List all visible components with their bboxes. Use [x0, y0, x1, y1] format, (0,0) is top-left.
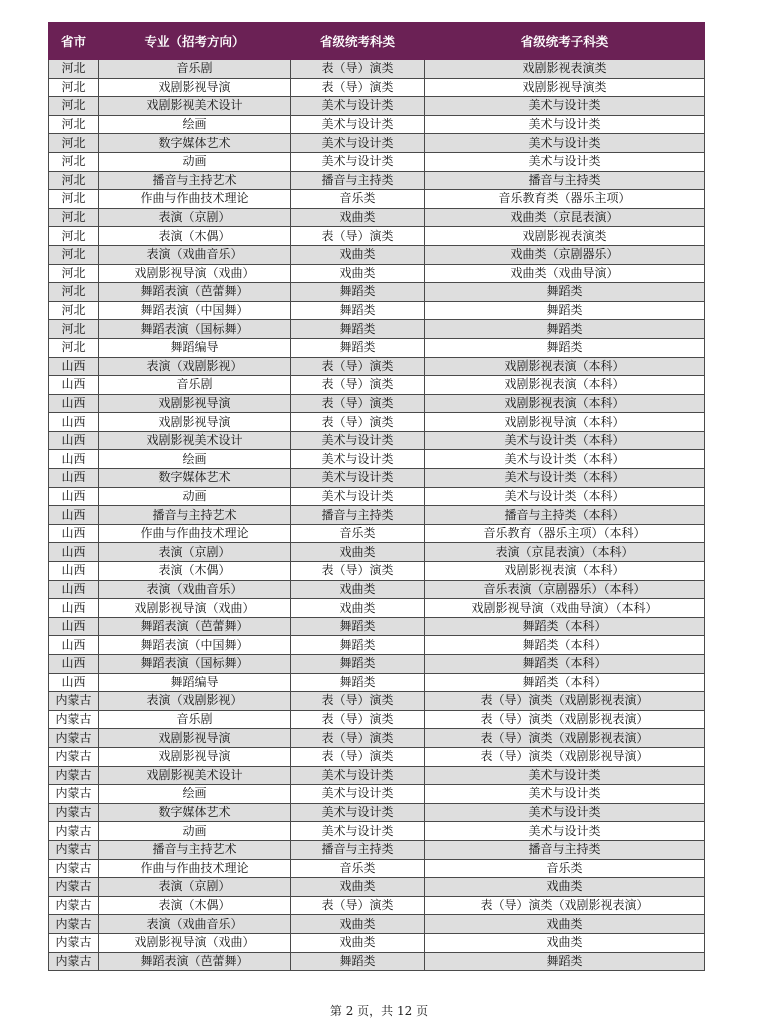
table-row	[49, 190, 705, 209]
table-row	[49, 933, 705, 952]
exam-category-cell: 舞蹈类	[291, 617, 425, 636]
exam-category-cell: 表（导）演类	[291, 227, 425, 246]
major-cell: 动画	[99, 152, 291, 171]
exam-subcategory-cell: 播音与主持类（本科）	[425, 506, 705, 525]
province-cell: 内蒙古	[49, 933, 99, 952]
province-cell: 河北	[49, 97, 99, 116]
exam-category-cell: 戏曲类	[291, 599, 425, 618]
province-cell: 山西	[49, 431, 99, 450]
province-cell: 山西	[49, 655, 99, 674]
table-row	[49, 283, 705, 302]
province-cell: 河北	[49, 208, 99, 227]
exam-subcategory-cell: 表（导）演类（戏剧影视导演）	[425, 747, 705, 766]
province-cell: 河北	[49, 227, 99, 246]
exam-category-cell: 表（导）演类	[291, 710, 425, 729]
table-row	[49, 952, 705, 971]
admissions-table	[48, 22, 705, 971]
exam-subcategory-cell: 舞蹈类	[425, 283, 705, 302]
table-row	[49, 785, 705, 804]
province-cell: 河北	[49, 283, 99, 302]
exam-subcategory-cell: 美术与设计类	[425, 803, 705, 822]
table-row	[49, 636, 705, 655]
table-row	[49, 78, 705, 97]
exam-category-cell: 美术与设计类	[291, 766, 425, 785]
table-row	[49, 376, 705, 395]
major-cell: 动画	[99, 822, 291, 841]
exam-subcategory-cell: 美术与设计类	[425, 134, 705, 153]
table-row	[49, 264, 705, 283]
province-cell: 河北	[49, 134, 99, 153]
exam-category-cell: 美术与设计类	[291, 450, 425, 469]
exam-category-cell: 舞蹈类	[291, 952, 425, 971]
table-row	[49, 878, 705, 897]
exam-subcategory-cell: 音乐教育（器乐主项）（本科）	[425, 524, 705, 543]
exam-category-cell: 表（导）演类	[291, 729, 425, 748]
table-row	[49, 152, 705, 171]
exam-subcategory-cell: 舞蹈类	[425, 301, 705, 320]
province-cell: 内蒙古	[49, 710, 99, 729]
province-cell: 山西	[49, 617, 99, 636]
exam-category-cell: 戏曲类	[291, 878, 425, 897]
table-row	[49, 599, 705, 618]
table-row	[49, 171, 705, 190]
major-cell: 舞蹈编导	[99, 338, 291, 357]
exam-category-cell: 戏曲类	[291, 208, 425, 227]
table-row	[49, 617, 705, 636]
exam-subcategory-cell: 戏曲类（戏曲导演）	[425, 264, 705, 283]
table-row	[49, 692, 705, 711]
province-cell: 河北	[49, 320, 99, 339]
major-cell: 戏剧影视导演	[99, 729, 291, 748]
header-province: 省市	[49, 23, 99, 60]
exam-category-cell: 舞蹈类	[291, 655, 425, 674]
table-row	[49, 134, 705, 153]
exam-category-cell: 美术与设计类	[291, 152, 425, 171]
exam-subcategory-cell: 表（导）演类（戏剧影视表演）	[425, 896, 705, 915]
exam-subcategory-cell: 舞蹈类（本科）	[425, 617, 705, 636]
exam-subcategory-cell: 音乐类	[425, 859, 705, 878]
province-cell: 河北	[49, 78, 99, 97]
exam-subcategory-cell: 戏剧影视导演（戏曲导演）（本科）	[425, 599, 705, 618]
major-cell: 表演（戏剧影视）	[99, 357, 291, 376]
table-row	[49, 840, 705, 859]
exam-category-cell: 表（导）演类	[291, 357, 425, 376]
exam-category-cell: 表（导）演类	[291, 60, 425, 79]
exam-subcategory-cell: 舞蹈类	[425, 320, 705, 339]
province-cell: 山西	[49, 580, 99, 599]
exam-category-cell: 美术与设计类	[291, 469, 425, 488]
province-cell: 河北	[49, 338, 99, 357]
major-cell: 绘画	[99, 115, 291, 134]
province-cell: 山西	[49, 413, 99, 432]
exam-subcategory-cell: 戏曲类	[425, 878, 705, 897]
table-row	[49, 301, 705, 320]
province-cell: 山西	[49, 376, 99, 395]
exam-subcategory-cell: 美术与设计类	[425, 152, 705, 171]
province-cell: 内蒙古	[49, 729, 99, 748]
table-row	[49, 655, 705, 674]
exam-category-cell: 戏曲类	[291, 264, 425, 283]
exam-subcategory-cell: 舞蹈类（本科）	[425, 636, 705, 655]
table-row	[49, 524, 705, 543]
exam-subcategory-cell: 表（导）演类（戏剧影视表演）	[425, 710, 705, 729]
table-row	[49, 469, 705, 488]
exam-category-cell: 音乐类	[291, 524, 425, 543]
major-cell: 舞蹈表演（芭蕾舞）	[99, 283, 291, 302]
major-cell: 表演（木偶）	[99, 227, 291, 246]
exam-category-cell: 美术与设计类	[291, 822, 425, 841]
major-cell: 表演（京剧）	[99, 543, 291, 562]
exam-subcategory-cell: 音乐教育类（器乐主项）	[425, 190, 705, 209]
exam-subcategory-cell: 戏剧影视导演（本科）	[425, 413, 705, 432]
exam-subcategory-cell: 美术与设计类（本科）	[425, 450, 705, 469]
major-cell: 戏剧影视导演（戏曲）	[99, 264, 291, 283]
exam-category-cell: 表（导）演类	[291, 413, 425, 432]
province-cell: 内蒙古	[49, 822, 99, 841]
major-cell: 戏剧影视导演（戏曲）	[99, 599, 291, 618]
exam-category-cell: 舞蹈类	[291, 636, 425, 655]
table-row	[49, 673, 705, 692]
province-cell: 山西	[49, 673, 99, 692]
table-row	[49, 915, 705, 934]
exam-category-cell: 表（导）演类	[291, 692, 425, 711]
exam-category-cell: 舞蹈类	[291, 283, 425, 302]
exam-subcategory-cell: 戏剧影视表演类	[425, 227, 705, 246]
major-cell: 表演（京剧）	[99, 878, 291, 897]
major-cell: 作曲与作曲技术理论	[99, 859, 291, 878]
exam-subcategory-cell: 音乐表演（京剧器乐）（本科）	[425, 580, 705, 599]
exam-category-cell: 美术与设计类	[291, 785, 425, 804]
exam-subcategory-cell: 戏曲类	[425, 933, 705, 952]
exam-category-cell: 戏曲类	[291, 580, 425, 599]
table-row	[49, 859, 705, 878]
page-number: 第 2 页，共 12 页	[329, 1004, 429, 1018]
province-cell: 内蒙古	[49, 952, 99, 971]
exam-category-cell: 表（导）演类	[291, 376, 425, 395]
exam-category-cell: 舞蹈类	[291, 320, 425, 339]
table-row	[49, 543, 705, 562]
major-cell: 播音与主持艺术	[99, 840, 291, 859]
exam-category-cell: 表（导）演类	[291, 747, 425, 766]
exam-subcategory-cell: 戏剧影视表演（本科）	[425, 394, 705, 413]
exam-category-cell: 舞蹈类	[291, 301, 425, 320]
province-cell: 内蒙古	[49, 747, 99, 766]
major-cell: 音乐剧	[99, 710, 291, 729]
header-major: 专业（招考方向）	[99, 23, 291, 60]
province-cell: 山西	[49, 524, 99, 543]
exam-category-cell: 表（导）演类	[291, 896, 425, 915]
table-row	[49, 97, 705, 116]
province-cell: 山西	[49, 562, 99, 581]
header-exam-category: 省级统考科类	[291, 23, 425, 60]
table-row	[49, 208, 705, 227]
province-cell: 内蒙古	[49, 692, 99, 711]
province-cell: 内蒙古	[49, 878, 99, 897]
exam-category-cell: 美术与设计类	[291, 803, 425, 822]
exam-category-cell: 戏曲类	[291, 245, 425, 264]
table-row	[49, 320, 705, 339]
exam-subcategory-cell: 表（导）演类（戏剧影视表演）	[425, 729, 705, 748]
exam-category-cell: 播音与主持类	[291, 840, 425, 859]
province-cell: 山西	[49, 636, 99, 655]
exam-category-cell: 美术与设计类	[291, 431, 425, 450]
table-row	[49, 115, 705, 134]
table-row	[49, 357, 705, 376]
major-cell: 绘画	[99, 450, 291, 469]
major-cell: 戏剧影视导演	[99, 413, 291, 432]
major-cell: 戏剧影视导演	[99, 78, 291, 97]
exam-subcategory-cell: 戏曲类（京昆表演）	[425, 208, 705, 227]
exam-category-cell: 美术与设计类	[291, 97, 425, 116]
province-cell: 内蒙古	[49, 785, 99, 804]
exam-category-cell: 音乐类	[291, 190, 425, 209]
major-cell: 数字媒体艺术	[99, 803, 291, 822]
table-row	[49, 450, 705, 469]
province-cell: 河北	[49, 190, 99, 209]
table-row	[49, 822, 705, 841]
exam-subcategory-cell: 播音与主持类	[425, 840, 705, 859]
major-cell: 戏剧影视美术设计	[99, 97, 291, 116]
province-cell: 河北	[49, 60, 99, 79]
exam-subcategory-cell: 戏曲类（京剧器乐）	[425, 245, 705, 264]
exam-category-cell: 舞蹈类	[291, 673, 425, 692]
exam-subcategory-cell: 美术与设计类	[425, 785, 705, 804]
exam-subcategory-cell: 表（导）演类（戏剧影视表演）	[425, 692, 705, 711]
province-cell: 山西	[49, 543, 99, 562]
major-cell: 表演（京剧）	[99, 208, 291, 227]
province-cell: 内蒙古	[49, 859, 99, 878]
exam-subcategory-cell: 美术与设计类（本科）	[425, 469, 705, 488]
exam-subcategory-cell: 舞蹈类	[425, 338, 705, 357]
province-cell: 河北	[49, 171, 99, 190]
exam-category-cell: 播音与主持类	[291, 506, 425, 525]
exam-subcategory-cell: 美术与设计类	[425, 822, 705, 841]
major-cell: 播音与主持艺术	[99, 506, 291, 525]
province-cell: 内蒙古	[49, 766, 99, 785]
exam-subcategory-cell: 戏剧影视表演（本科）	[425, 376, 705, 395]
exam-category-cell: 舞蹈类	[291, 338, 425, 357]
major-cell: 舞蹈表演（芭蕾舞）	[99, 617, 291, 636]
table-row	[49, 562, 705, 581]
major-cell: 动画	[99, 487, 291, 506]
major-cell: 戏剧影视导演（戏曲）	[99, 933, 291, 952]
major-cell: 表演（木偶）	[99, 896, 291, 915]
exam-subcategory-cell: 美术与设计类	[425, 766, 705, 785]
exam-subcategory-cell: 播音与主持类	[425, 171, 705, 190]
province-cell: 河北	[49, 115, 99, 134]
exam-category-cell: 表（导）演类	[291, 394, 425, 413]
table-row	[49, 803, 705, 822]
exam-category-cell: 播音与主持类	[291, 171, 425, 190]
table-row	[49, 60, 705, 79]
exam-category-cell: 美术与设计类	[291, 134, 425, 153]
exam-subcategory-cell: 戏剧影视表演类	[425, 60, 705, 79]
major-cell: 舞蹈表演（国标舞）	[99, 655, 291, 674]
table-row	[49, 710, 705, 729]
exam-category-cell: 表（导）演类	[291, 78, 425, 97]
exam-subcategory-cell: 戏剧影视表演（本科）	[425, 562, 705, 581]
exam-category-cell: 音乐类	[291, 859, 425, 878]
table-row	[49, 766, 705, 785]
table-row	[49, 747, 705, 766]
exam-subcategory-cell: 戏剧影视表演（本科）	[425, 357, 705, 376]
table-row	[49, 227, 705, 246]
province-cell: 内蒙古	[49, 896, 99, 915]
table-row	[49, 431, 705, 450]
province-cell: 山西	[49, 506, 99, 525]
major-cell: 音乐剧	[99, 60, 291, 79]
province-cell: 河北	[49, 264, 99, 283]
major-cell: 戏剧影视导演	[99, 394, 291, 413]
exam-category-cell: 戏曲类	[291, 915, 425, 934]
major-cell: 表演（戏曲音乐）	[99, 580, 291, 599]
province-cell: 河北	[49, 152, 99, 171]
exam-subcategory-cell: 美术与设计类（本科）	[425, 431, 705, 450]
major-cell: 戏剧影视导演	[99, 747, 291, 766]
exam-category-cell: 表（导）演类	[291, 562, 425, 581]
exam-subcategory-cell: 舞蹈类（本科）	[425, 673, 705, 692]
table-body	[49, 60, 705, 971]
exam-subcategory-cell: 舞蹈类	[425, 952, 705, 971]
province-cell: 山西	[49, 469, 99, 488]
major-cell: 数字媒体艺术	[99, 134, 291, 153]
major-cell: 戏剧影视美术设计	[99, 766, 291, 785]
major-cell: 数字媒体艺术	[99, 469, 291, 488]
province-cell: 内蒙古	[49, 803, 99, 822]
major-cell: 表演（木偶）	[99, 562, 291, 581]
major-cell: 表演（戏曲音乐）	[99, 915, 291, 934]
exam-subcategory-cell: 美术与设计类（本科）	[425, 487, 705, 506]
major-cell: 舞蹈表演（中国舞）	[99, 636, 291, 655]
header-exam-subcategory: 省级统考子科类	[425, 23, 705, 60]
table-row	[49, 506, 705, 525]
table-row	[49, 338, 705, 357]
province-cell: 山西	[49, 394, 99, 413]
exam-subcategory-cell: 戏剧影视导演类	[425, 78, 705, 97]
exam-subcategory-cell: 舞蹈类（本科）	[425, 655, 705, 674]
major-cell: 表演（戏剧影视）	[99, 692, 291, 711]
province-cell: 山西	[49, 487, 99, 506]
major-cell: 表演（戏曲音乐）	[99, 245, 291, 264]
major-cell: 播音与主持艺术	[99, 171, 291, 190]
table-row	[49, 487, 705, 506]
exam-subcategory-cell: 戏曲类	[425, 915, 705, 934]
major-cell: 作曲与作曲技术理论	[99, 524, 291, 543]
exam-subcategory-cell: 美术与设计类	[425, 97, 705, 116]
exam-category-cell: 戏曲类	[291, 933, 425, 952]
province-cell: 内蒙古	[49, 915, 99, 934]
province-cell: 河北	[49, 301, 99, 320]
major-cell: 戏剧影视美术设计	[99, 431, 291, 450]
exam-category-cell: 戏曲类	[291, 543, 425, 562]
province-cell: 山西	[49, 599, 99, 618]
exam-subcategory-cell: 美术与设计类	[425, 115, 705, 134]
major-cell: 作曲与作曲技术理论	[99, 190, 291, 209]
province-cell: 河北	[49, 245, 99, 264]
province-cell: 内蒙古	[49, 840, 99, 859]
table-row	[49, 580, 705, 599]
table-row	[49, 245, 705, 264]
table-row	[49, 729, 705, 748]
major-cell: 舞蹈表演（芭蕾舞）	[99, 952, 291, 971]
exam-subcategory-cell: 表演（京昆表演）（本科）	[425, 543, 705, 562]
exam-category-cell: 美术与设计类	[291, 115, 425, 134]
major-cell: 舞蹈表演（国标舞）	[99, 320, 291, 339]
major-cell: 舞蹈编导	[99, 673, 291, 692]
table-row	[49, 896, 705, 915]
table-header-row	[49, 23, 705, 60]
table-row	[49, 394, 705, 413]
province-cell: 山西	[49, 357, 99, 376]
major-cell: 绘画	[99, 785, 291, 804]
province-cell: 山西	[49, 450, 99, 469]
table-row	[49, 413, 705, 432]
major-cell: 音乐剧	[99, 376, 291, 395]
major-cell: 舞蹈表演（中国舞）	[99, 301, 291, 320]
exam-category-cell: 美术与设计类	[291, 487, 425, 506]
